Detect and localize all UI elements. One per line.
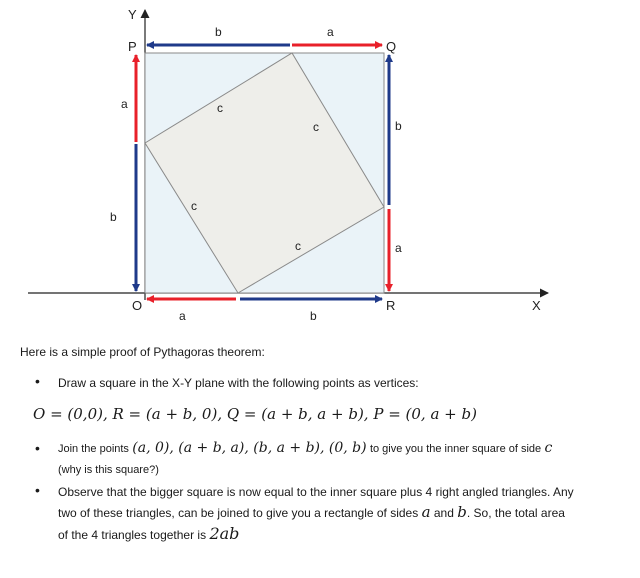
y-axis-label: Y [128, 7, 137, 22]
vertex-r: R [386, 298, 396, 313]
label-bottom-b: b [310, 309, 317, 323]
bullet-2-mid: to give you the inner square of side [369, 443, 542, 455]
vertex-o: O [132, 298, 143, 313]
inner-side-c-bottom: c [295, 239, 301, 253]
bullet-2: • [35, 440, 40, 456]
label-left-a: a [121, 97, 128, 111]
bullet-3-line-2-post: . So, the total area [466, 506, 565, 520]
label-right-b: b [395, 119, 402, 133]
bullet-3-line-2-pre: two of these triangles, can be joined to give you a rectangle of sides [58, 506, 419, 520]
bullet-3-and: and [433, 506, 454, 520]
vertex-p: P [128, 39, 137, 54]
inner-side-c-left: c [191, 199, 197, 213]
label-right-a: a [395, 241, 402, 255]
bullet-2-pre: Join the points [58, 443, 129, 455]
inner-side-c-top: c [217, 101, 223, 115]
bullet-3: • [35, 482, 40, 498]
inner-side-c-right: c [313, 120, 319, 134]
x-axis-label: X [532, 298, 541, 313]
label-top-a: a [327, 25, 334, 39]
bullet-2-question: (why is this square?) [58, 464, 159, 476]
bullet-3-line-3-pre: of the 4 triangles together is [58, 528, 207, 542]
bullet-2-var: c [544, 440, 553, 456]
bullet-2-points: (a, 0), (a + b, a), (b, a + b), (0, b) [132, 440, 367, 456]
bullet-3-line-1: Observe that the bigger square is now equal to the inner square plus 4 right angled triangles. Any [58, 485, 574, 499]
bullet-1: • [35, 373, 40, 389]
bullet-3-line-3 [58, 526, 239, 543]
label-top-b: b [215, 25, 222, 39]
bullet-3-var-a: a [421, 503, 431, 521]
label-left-b: b [110, 210, 117, 224]
intro-text: Here is a simple proof of Pythagoras theorem: [20, 345, 265, 359]
bullet-2-text [58, 440, 552, 457]
vertex-q: Q [386, 39, 397, 54]
coordinates-formula: O = (0,0), R = (a + b, 0), Q = (a + b, a + b), P = (0, a + b) [33, 405, 477, 423]
bullet-3-line-2 [58, 504, 565, 521]
bullet-1-text: Draw a square in the X-Y plane with the following points as vertices: [58, 376, 419, 390]
label-bottom-a: a [179, 309, 186, 323]
bullet-3-var-b: b [457, 503, 467, 521]
bullet-3-area: 2ab [209, 524, 240, 543]
